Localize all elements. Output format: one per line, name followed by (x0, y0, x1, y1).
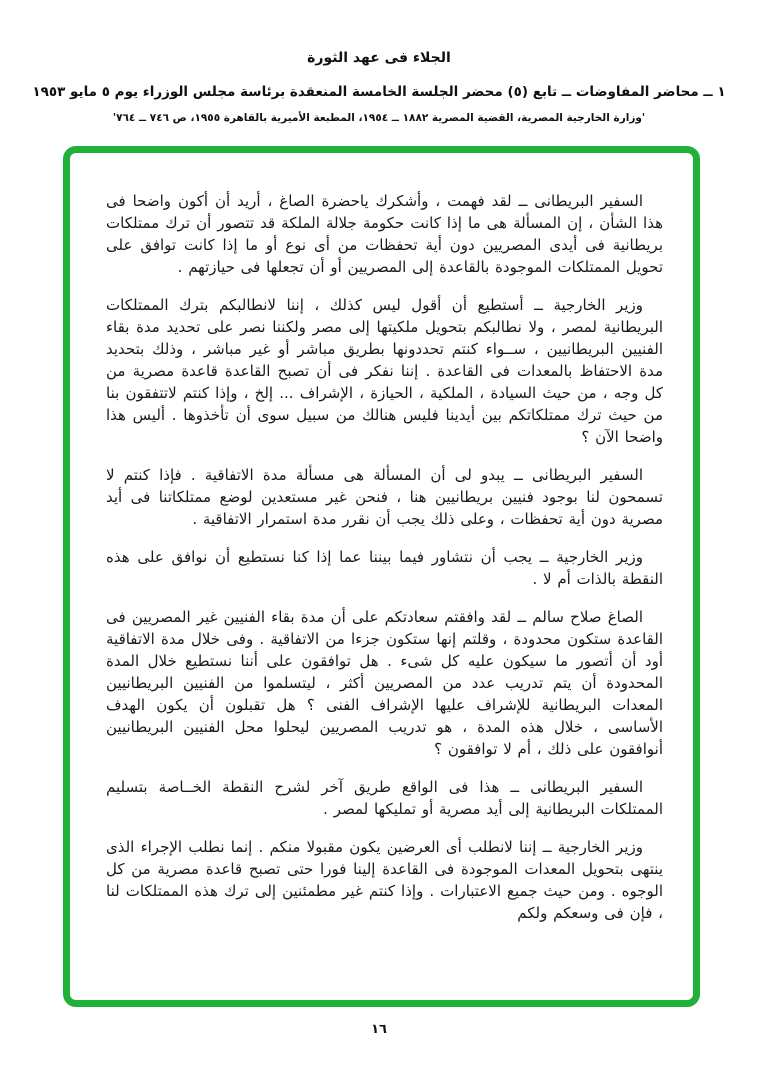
paragraph-foreign-minister-1: وزير الخارجية ــ أستطيع أن أقول ليس كذلك ، إننا لانطالبكم بترك الممتلكات البريطانية لمصر ، ولا نطالبكم بتحويل ملكيتها إلى مصر ولكننا نصر على تحديد مدة بقاء الفنيين البريطانيين ، ســواء كنتم تحددونها بطريق مباشر أو غير مباشر ، وذلك بتحديد مدة الاحتفاظ بالمعدات فى القاعدة . إننا نفكر فى أن تصبح القاعدة قاعدة مصرية من كل وجه ، من حيث السيادة ، الملكية ، الحيازة ، الإشراف ... إلخ ، وإذا كنتم لاتتفقون بنا من حيث ترك ممتلكاتكم بين أيدينا فليس هنالك من سبيل سوى أن تأخذوها . أليس هذا واضحا الآن ؟ (106, 296, 663, 446)
page-number: ١٦ (371, 1022, 387, 1037)
paragraph-salah-salem: الصاغ صلاح سالم ــ لقد وافقتم سعادتكم على أن مدة بقاء الفنيين غير المصريين فى القاعدة ستكون محدودة ، وقلتم إنها ستكون جزءا من الاتفاقية . وفى خلال مدة الاتفاقية أود أن أتصور ما سيكون عليه كل شىء . هل توافقون على أننا نستطيع خلال المدة المحدودة أن يتم تدريب عدد من المصريين أكثر ، ليتسلموا من الفنيين البريطانيين المعدات البريطانية للإشراف عليها الإشراف الفنى ؟ هل تقبلون أن يكون الهدف الأساسى ، خلال هذه المدة ، هو تدريب المصريين ليحلوا محل الفنيين البريطانيين أنوافقون على ذلك ، أم لا توافقون ؟ (106, 608, 663, 758)
section-heading: ١ ــ محاضر المفاوضات ــ تابع (٥) محضر الجلسة الخامسة المنعقدة برئاسة مجلس الوزراء يوم ٥ مايو ١٩٥٣ (32, 84, 726, 100)
paragraph-british-ambassador-1: السفير البريطانى ــ لقد فهمت ، وأشكرك ياحضرة الصاغ ، أريد أن أكون واضحا فى هذا الشأن ، إن المسألة هى ما إذا كانت حكومة جلالة الملكة قد تتصور أن ترك ممتلكات بريطانية فى أيدى المصريين دون أية تحفظات من أى نوع أو ما إذا كانت توافق على تحويل الممتلكات الموجودة بالقاعدة إلى المصريين أو أن تجعلها فى حيازتهم . (106, 192, 663, 276)
paragraph-british-ambassador-2: السفير البريطانى ــ يبدو لى أن المسألة هى مسألة مدة الاتفاقية . فإذا كنتم لا تسمحون لنا بوجود فنيين بريطانيين هنا ، فنحن غير مستعدين لوضع ممتلكاتنا فى أيد مصرية دون أية تحفظات ، وعلى ذلك يجب أن نقرر مدة استمرار الاتفاقية . (106, 466, 663, 528)
highlight-box (63, 146, 700, 1007)
paragraph-british-ambassador-3: السفير البريطانى ــ هذا فى الواقع طريق آخر لشرح النقطة الخــاصة بتسليم الممتلكات البريطانية إلى أيد مصرية أو تمليكها لمصر . (106, 778, 663, 818)
page-title: الجلاء فى عهد الثورة (307, 50, 451, 66)
paragraph-foreign-minister-2: وزير الخارجية ــ يجب أن نتشاور فيما بيننا عما إذا كنا نستطيع أن نوافق على هذه النقطة بالذات أم لا . (106, 548, 663, 588)
source-citation: 'وزارة الخارجية المصرية، القضية المصرية ١٨٨٢ ــ ١٩٥٤، المطبعة الأميرية بالقاهرة ١٩٥٥، ص ٧٤٦ ــ ٧٦٤' (112, 112, 646, 124)
paragraph-foreign-minister-3: وزير الخارجية ــ إننا لانطلب أى العرضين يكون مقبولا منكم . إنما نطلب الإجراء الذى ينتهى بتحويل المعدات الموجودة فى القاعدة إلينا فورا حتى تصبح قاعدة مصرية من كل الوجوه . ومن حيث جميع الاعتبارات . وإذا كنتم غير مطمئنين إلى ترك هذه الممتلكات لنا ، فإن فى وسعكم ولكم (106, 838, 663, 922)
